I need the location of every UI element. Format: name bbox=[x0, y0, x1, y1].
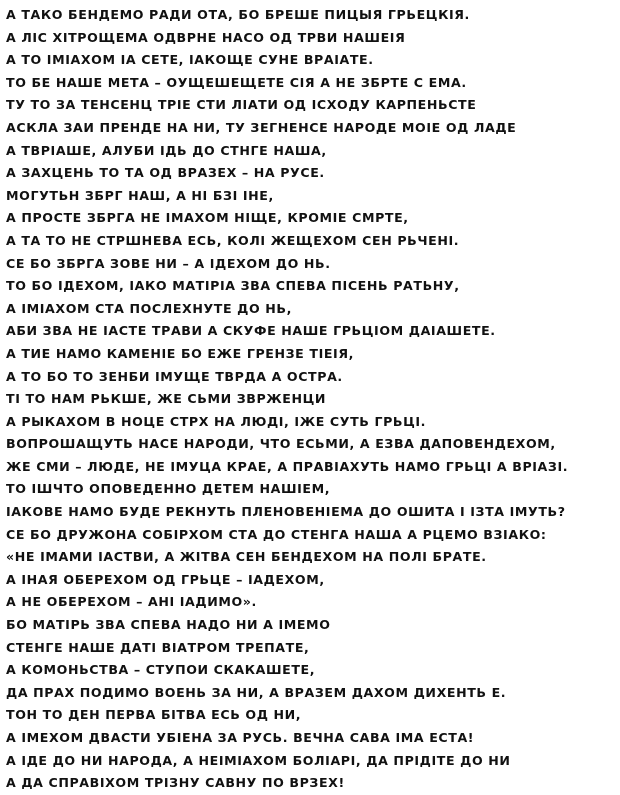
text-line-27: А НЕ ОБЕРЕХОМ – АНІ ІАДИМО». bbox=[6, 594, 257, 610]
text-line-9: МОГУТЬН ЗБРГ НАШ, А НІ БЗІ ІНЕ, bbox=[6, 187, 274, 203]
text-line-32: ТОН ТО ДЕН ПЕРВА БІТВА ЕСЬ ОД НИ, bbox=[6, 707, 302, 723]
text-line-10: А ПРОСТЕ ЗБРГА НЕ ІМАХОМ НІЩЕ, КРОМІЕ СМРТЕ, bbox=[6, 210, 409, 226]
text-line-11: А ТА ТО НЕ СТРШНЕВА ЕСЬ, КОЛІ ЖЕЩЕХОМ СЕН РЬЧЕНІ. bbox=[6, 232, 460, 248]
text-line-23: ІАКОВЕ НАМО БУДЕ РЕКНУТЬ ПЛЕНОВЕНІЕМА ДО ОШИТА І ІЗТА ІМУТЬ? bbox=[6, 504, 566, 520]
text-line-1: А ТАКО БЕНДЕМО РАДИ ОТА, БО БРЕШЕ ПИЦЫЯ ГРЬЕЦКІЯ. bbox=[6, 7, 470, 22]
text-line-24: СЕ БО ДРУЖОНА СОБІРХОМ СТА ДО СТЕНГА НАША А РЦЕМО ВЗІАКО: bbox=[6, 526, 547, 542]
text-line-4: ТО БЕ НАШЕ МЕТА – ОУЩЕШЕЩЕТЕ СІЯ А НЕ ЗБРТЕ С ЕМА. bbox=[6, 74, 467, 90]
text-line-31: ДА ПРАХ ПОДИМО ВОЕНЬ ЗА НИ, А ВРАЗЕМ ДАХОМ ДИХЕНТЬ Е. bbox=[6, 684, 507, 700]
text-line-20: ВОПРОШАЩУТЬ НАСЕ НАРОДИ, ЧТО ЕСЬМИ, А ЕЗВА ДАПОВЕНДЕХОМ, bbox=[6, 436, 556, 452]
text-line-12: СЕ БО ЗБРГА ЗОВЕ НИ – А ІДЕХОМ ДО НЬ. bbox=[6, 255, 331, 271]
text-line-18: ТІ ТО НАМ РЬКШЕ, ЖЕ СЬМИ ЗВРЖЕНЦИ bbox=[6, 391, 327, 407]
document-text bbox=[6, 4, 614, 795]
text-line-25: «НЕ ІМАМИ ІАСТВИ, А ЖІТВА СЕН БЕНДЕХОМ НА ПОЛІ БРАТЕ. bbox=[6, 549, 487, 565]
text-line-3: А ТО ІМІАХОМ ІА СЕТЕ, ІАКОЩЕ СУНЕ ВРАІАТЕ. bbox=[6, 52, 374, 68]
text-line-7: А ТВРІАШЕ, АЛУБИ ІДЬ ДО СТНГЕ НАША, bbox=[6, 142, 327, 158]
text-line-17: А ТО БО ТО ЗЕНБИ ІМУЩЕ ТВРДА А ОСТРА. bbox=[6, 368, 343, 384]
text-line-21: ЖЕ СМИ – ЛЮДЕ, НЕ ІМУЦА КРАЕ, А ПРАВІАХУТЬ НАМО ГРЬЦІ А ВРІАЗІ. bbox=[6, 458, 569, 474]
text-line-26: А ІНАЯ ОБЕРЕХОМ ОД ГРЬЦЕ – ІАДЕХОМ, bbox=[6, 571, 325, 587]
text-line-5: ТУ ТО ЗА ТЕНСЕНЦ ТРІЕ СТИ ЛІАТИ ОД ІСХОДУ КАРПЕНЬСТЕ bbox=[6, 97, 477, 113]
text-line-22: ТО ІШЧТО ОПОВЕДЕННО ДЕТЕМ НАШІЕМ, bbox=[6, 481, 331, 497]
text-line-30: А КОМОНЬСТВА – СТУПОИ СКАКАШЕТЕ, bbox=[6, 662, 316, 678]
text-line-8: А ЗАХЦЕНЬ ТО ТА ОД ВРАЗЕХ – НА РУСЕ. bbox=[6, 165, 325, 181]
text-line-2: А ЛІС ХІТРОЩЕМА ОДВРНЕ НАСО ОД ТРВИ НАШЕІЯ bbox=[6, 29, 406, 45]
text-line-13: ТО БО ІДЕХОМ, ІАКО МАТІРІА ЗВА СПЕВА ПІСЕНЬ РАТЬНУ, bbox=[6, 278, 460, 294]
text-line-14: А ІМІАХОМ СТА ПОСЛЕХНУТЕ ДО НЬ, bbox=[6, 300, 292, 316]
text-line-29: СТЕНГЕ НАШЕ ДАТІ ВІАТРОМ ТРЕПАТЕ, bbox=[6, 639, 310, 655]
text-line-35: А ДА СПРАВІХОМ ТРІЗНУ САВНУ ПО ВРЗЕХ! bbox=[6, 775, 345, 791]
text-line-34: А ІДЕ ДО НИ НАРОДА, А НЕІМІАХОМ БОЛІАРІ, ДА ПРІДІТЕ ДО НИ bbox=[6, 752, 511, 768]
text-line-6: АСКЛА ЗАИ ПРЕНДЕ НА НИ, ТУ ЗЕГНЕНСЕ НАРОДЕ МОІЕ ОД ЛАДЕ bbox=[6, 119, 517, 135]
text-line-19: А РЫКАХОМ В НОЦЕ СТРХ НА ЛЮДІ, ІЖЕ СУТЬ ГРЬЦІ. bbox=[6, 413, 427, 429]
text-line-15: АБИ ЗВА НЕ ІАСТЕ ТРАВИ А СКУФЕ НАШЕ ГРЬЦІОМ ДАІАШЕТЕ. bbox=[6, 323, 496, 339]
text-line-16: А ТИЕ НАМО КАМЕНІЕ БО ЕЖЕ ГРЕНЗЕ ТІЕІЯ, bbox=[6, 345, 355, 361]
text-line-33: А ІМЕХОМ ДВАСТИ УБІЕНА ЗА РУСЬ. ВЕЧНА САВА ІМА ЕСТА! bbox=[6, 730, 475, 745]
text-line-28: БО МАТІРЬ ЗВА СПЕВА НАДО НИ А ІМЕМО bbox=[6, 617, 331, 633]
